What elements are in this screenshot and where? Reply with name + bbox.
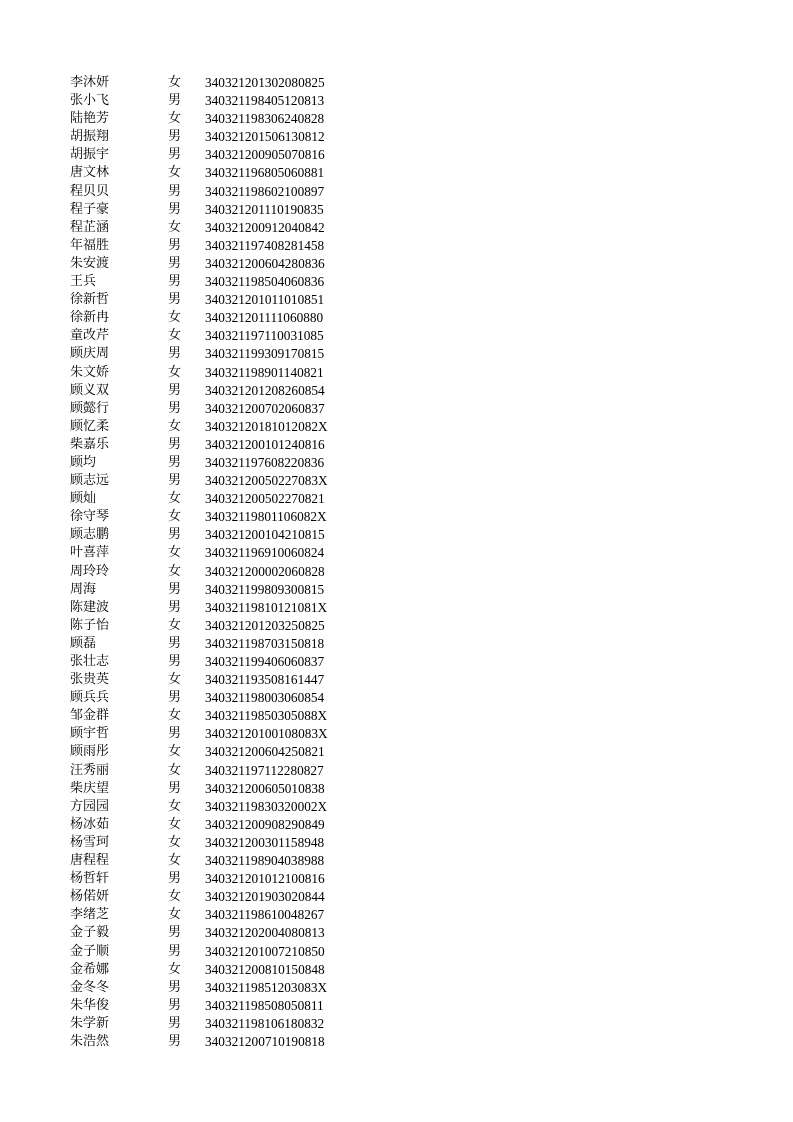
gender-cell: 男 [168, 581, 182, 597]
table-row [0, 273, 793, 291]
gender-cell: 女 [168, 165, 182, 181]
gender-cell: 男 [168, 473, 182, 489]
table-row [0, 418, 793, 436]
name-cell: 金冬冬 [70, 979, 110, 995]
table-row [0, 237, 793, 255]
table-row [0, 219, 793, 237]
gender-cell: 女 [168, 563, 182, 579]
gender-cell: 男 [168, 527, 182, 543]
name-cell: 顾均 [70, 454, 97, 470]
gender-cell: 男 [168, 436, 182, 452]
id-number-cell: 340321196910060824 [205, 545, 325, 561]
gender-cell: 男 [168, 690, 182, 706]
table-row [0, 834, 793, 852]
id-number-cell: 340321200710190818 [205, 1033, 325, 1049]
id-number-cell: 340321201506130812 [205, 129, 325, 145]
gender-cell: 女 [168, 744, 182, 760]
gender-cell: 女 [168, 617, 182, 633]
id-number-cell: 340321198904038988 [205, 853, 325, 869]
name-cell: 年福胜 [70, 237, 110, 253]
table-row [0, 617, 793, 635]
id-number-cell: 340321201110190835 [205, 201, 324, 217]
id-number-cell: 340321201012100816 [205, 871, 325, 887]
id-number-cell: 34032119850305088X [205, 708, 328, 724]
id-number-cell: 340321200104210815 [205, 527, 325, 543]
table-row [0, 92, 793, 110]
id-number-cell: 340321200605010838 [205, 780, 325, 796]
name-cell: 张壮志 [70, 654, 110, 669]
name-cell: 胡振宇 [70, 147, 110, 163]
table-row [0, 400, 793, 418]
table-row [0, 436, 793, 454]
id-number-cell: 340321200702060837 [205, 400, 325, 416]
gender-cell: 女 [168, 961, 182, 977]
id-number-cell: 34032119801106082X [205, 509, 327, 525]
id-number-cell: 340321198003060854 [205, 690, 325, 706]
id-number-cell: 340321200908290849 [205, 816, 325, 832]
gender-cell: 女 [168, 545, 182, 561]
id-number-cell: 340321199309170815 [205, 346, 325, 362]
name-cell: 方园园 [70, 798, 110, 814]
id-number-cell: 340321197408281458 [205, 237, 325, 253]
gender-cell: 男 [168, 255, 182, 271]
gender-cell: 男 [168, 997, 182, 1013]
table-row [0, 164, 793, 182]
id-number-cell: 340321197112280827 [205, 762, 324, 778]
gender-cell: 男 [168, 979, 182, 995]
id-number-cell: 340321198504060836 [205, 274, 325, 290]
gender-cell: 男 [168, 1015, 182, 1031]
id-number-cell: 340321198602100897 [205, 183, 325, 199]
id-number-cell: 340321201302080825 [205, 75, 325, 90]
name-cell: 汪秀丽 [70, 762, 110, 778]
name-cell: 顾志远 [70, 473, 110, 489]
name-cell: 童改芹 [70, 328, 110, 344]
name-cell: 周海 [70, 581, 97, 597]
name-cell: 陈建波 [70, 599, 110, 615]
id-number-cell: 340321198901140821 [205, 364, 324, 380]
gender-cell: 女 [168, 798, 182, 814]
table-row [0, 924, 793, 942]
table-row [0, 454, 793, 472]
id-number-cell: 340321198508050811 [205, 997, 324, 1013]
name-cell: 朱文娇 [70, 364, 110, 380]
id-number-cell: 340321197110031085 [205, 328, 324, 344]
gender-cell: 女 [168, 834, 182, 850]
gender-cell: 男 [168, 274, 182, 290]
table-row [0, 201, 793, 219]
table-row [0, 816, 793, 834]
table-row [0, 1033, 793, 1051]
table-row [0, 798, 793, 816]
gender-cell: 女 [168, 816, 182, 832]
name-cell: 周玲玲 [70, 563, 110, 579]
id-number-cell: 340321200002060828 [205, 563, 325, 579]
name-cell: 胡振翔 [70, 129, 110, 145]
gender-cell: 男 [168, 726, 182, 742]
id-number-cell: 340321200905070816 [205, 147, 325, 163]
id-number-cell: 340321202004080813 [205, 925, 325, 941]
table-row [0, 110, 793, 128]
gender-cell: 女 [168, 418, 182, 434]
table-row [0, 599, 793, 617]
gender-cell: 男 [168, 292, 182, 308]
spreadsheet-page [0, 74, 793, 1051]
gender-cell: 男 [168, 183, 182, 199]
table-row [0, 780, 793, 798]
name-cell: 顾志鹏 [70, 527, 110, 543]
table-row [0, 472, 793, 490]
name-cell: 金希娜 [70, 961, 110, 977]
table-row [0, 544, 793, 562]
gender-cell: 男 [168, 400, 182, 416]
gender-cell: 女 [168, 328, 182, 344]
gender-cell: 女 [168, 364, 182, 380]
name-cell: 张小飞 [70, 93, 110, 109]
gender-cell: 男 [168, 346, 182, 362]
name-cell: 李绪芝 [70, 907, 110, 923]
gender-cell: 女 [168, 75, 182, 90]
name-cell: 李沐妍 [70, 75, 110, 90]
table-row [0, 671, 793, 689]
table-row [0, 743, 793, 761]
table-row [0, 906, 793, 924]
table-row [0, 327, 793, 345]
name-cell: 杨哲轩 [70, 871, 110, 887]
name-cell: 朱浩然 [70, 1033, 110, 1049]
gender-cell: 女 [168, 111, 182, 127]
name-cell: 顾忆柔 [70, 418, 110, 434]
table-row [0, 635, 793, 653]
table-row [0, 291, 793, 309]
table-row [0, 725, 793, 743]
table-row [0, 345, 793, 363]
id-number-cell: 340321200604250821 [205, 744, 325, 760]
table-row [0, 870, 793, 888]
id-number-cell: 34032120050227083X [205, 473, 328, 489]
gender-cell: 男 [168, 454, 182, 470]
gender-cell: 女 [168, 762, 182, 778]
name-cell: 金子毅 [70, 925, 110, 941]
gender-cell: 男 [168, 237, 182, 253]
gender-cell: 男 [168, 635, 182, 651]
name-cell: 王兵 [70, 274, 97, 290]
id-number-cell: 340321198106180832 [205, 1015, 325, 1031]
gender-cell: 男 [168, 382, 182, 398]
name-cell: 顾宇哲 [70, 726, 110, 742]
name-cell: 朱安渡 [70, 255, 110, 271]
name-cell: 顾庆周 [70, 346, 110, 362]
id-number-cell: 340321198405120813 [205, 93, 325, 109]
table-row [0, 309, 793, 327]
id-number-cell: 34032120181012082X [205, 418, 328, 434]
name-cell: 徐新冉 [70, 310, 110, 326]
gender-cell: 男 [168, 147, 182, 163]
table-row [0, 1015, 793, 1033]
name-cell: 柴庆望 [70, 780, 110, 796]
table-row [0, 762, 793, 780]
name-cell: 顾磊 [70, 635, 97, 651]
gender-cell: 女 [168, 491, 182, 507]
name-cell: 杨偌妍 [70, 889, 110, 905]
gender-cell: 男 [168, 871, 182, 887]
id-number-cell: 340321198703150818 [205, 635, 325, 651]
name-cell: 唐文林 [70, 165, 110, 181]
table-row [0, 183, 793, 201]
gender-cell: 女 [168, 853, 182, 869]
gender-cell: 男 [168, 201, 182, 217]
table-row [0, 581, 793, 599]
gender-cell: 男 [168, 780, 182, 796]
gender-cell: 男 [168, 93, 182, 109]
id-number-cell: 340321200912040842 [205, 219, 325, 235]
name-cell: 杨冰茹 [70, 816, 110, 832]
id-number-cell: 34032120100108083X [205, 726, 328, 742]
id-number-cell: 340321199406060837 [205, 654, 325, 669]
gender-cell: 男 [168, 129, 182, 145]
name-cell: 程贝贝 [70, 183, 110, 199]
name-cell: 朱华俊 [70, 997, 110, 1013]
gender-cell: 男 [168, 943, 182, 959]
name-cell: 叶喜萍 [70, 545, 110, 561]
id-number-cell: 340321201903020844 [205, 889, 325, 905]
name-cell: 徐新哲 [70, 292, 110, 308]
table-row [0, 508, 793, 526]
table-row [0, 382, 793, 400]
id-number-cell: 340321198610048267 [205, 907, 325, 923]
table-row [0, 653, 793, 671]
gender-cell: 男 [168, 654, 182, 669]
gender-cell: 女 [168, 219, 182, 235]
table-row [0, 255, 793, 273]
table-row [0, 997, 793, 1015]
name-cell: 顾兵兵 [70, 690, 110, 706]
id-number-cell: 340321200604280836 [205, 255, 325, 271]
table-row [0, 943, 793, 961]
id-number-cell: 340321193508161447 [205, 672, 325, 688]
name-cell: 陆艳芳 [70, 111, 110, 127]
id-number-cell: 340321201111060880 [205, 310, 324, 326]
name-cell: 顾义双 [70, 382, 110, 398]
table-row [0, 961, 793, 979]
id-number-cell: 340321200301158948 [205, 834, 325, 850]
table-row [0, 146, 793, 164]
id-number-cell: 34032119810121081X [205, 599, 328, 615]
id-number-cell: 340321198306240828 [205, 111, 325, 127]
id-number-cell: 340321196805060881 [205, 165, 325, 181]
name-cell: 程芷涵 [70, 219, 110, 235]
id-number-cell: 34032119830320002X [205, 798, 328, 814]
table-row [0, 364, 793, 382]
name-cell: 唐程程 [70, 853, 110, 869]
gender-cell: 女 [168, 889, 182, 905]
gender-cell: 男 [168, 925, 182, 941]
id-number-cell: 34032119851203083X [205, 979, 328, 995]
gender-cell: 男 [168, 1033, 182, 1049]
name-cell: 顾灿 [70, 491, 97, 507]
name-cell: 金子顺 [70, 943, 110, 959]
name-cell: 顾懿行 [70, 400, 110, 416]
table-row [0, 979, 793, 997]
table-row [0, 74, 793, 92]
table-row [0, 128, 793, 146]
name-cell: 朱学新 [70, 1015, 110, 1031]
table-row [0, 707, 793, 725]
id-number-cell: 340321200810150848 [205, 961, 325, 977]
gender-cell: 女 [168, 708, 182, 724]
gender-cell: 男 [168, 599, 182, 615]
table-row [0, 490, 793, 508]
name-cell: 杨雪珂 [70, 834, 110, 850]
name-cell: 徐守琴 [70, 509, 110, 525]
id-number-cell: 340321200502270821 [205, 491, 325, 507]
id-number-cell: 340321200101240816 [205, 436, 325, 452]
gender-cell: 女 [168, 907, 182, 923]
gender-cell: 女 [168, 672, 182, 688]
id-number-cell: 340321201203250825 [205, 617, 325, 633]
table-row [0, 852, 793, 870]
table-row [0, 526, 793, 544]
id-number-cell: 340321201208260854 [205, 382, 325, 398]
table-row [0, 689, 793, 707]
table-row [0, 888, 793, 906]
id-number-cell: 340321201011010851 [205, 292, 325, 308]
id-number-cell: 340321201007210850 [205, 943, 325, 959]
name-cell: 柴嘉乐 [70, 436, 110, 452]
name-cell: 程子豪 [70, 201, 110, 217]
id-number-cell: 340321199809300815 [205, 581, 325, 597]
name-cell: 顾雨彤 [70, 744, 110, 760]
gender-cell: 女 [168, 509, 182, 525]
name-cell: 张贵英 [70, 672, 110, 688]
id-number-cell: 340321197608220836 [205, 454, 325, 470]
name-cell: 陈子怡 [70, 617, 110, 633]
gender-cell: 女 [168, 310, 182, 326]
table-row [0, 563, 793, 581]
name-cell: 邹金群 [70, 708, 110, 724]
